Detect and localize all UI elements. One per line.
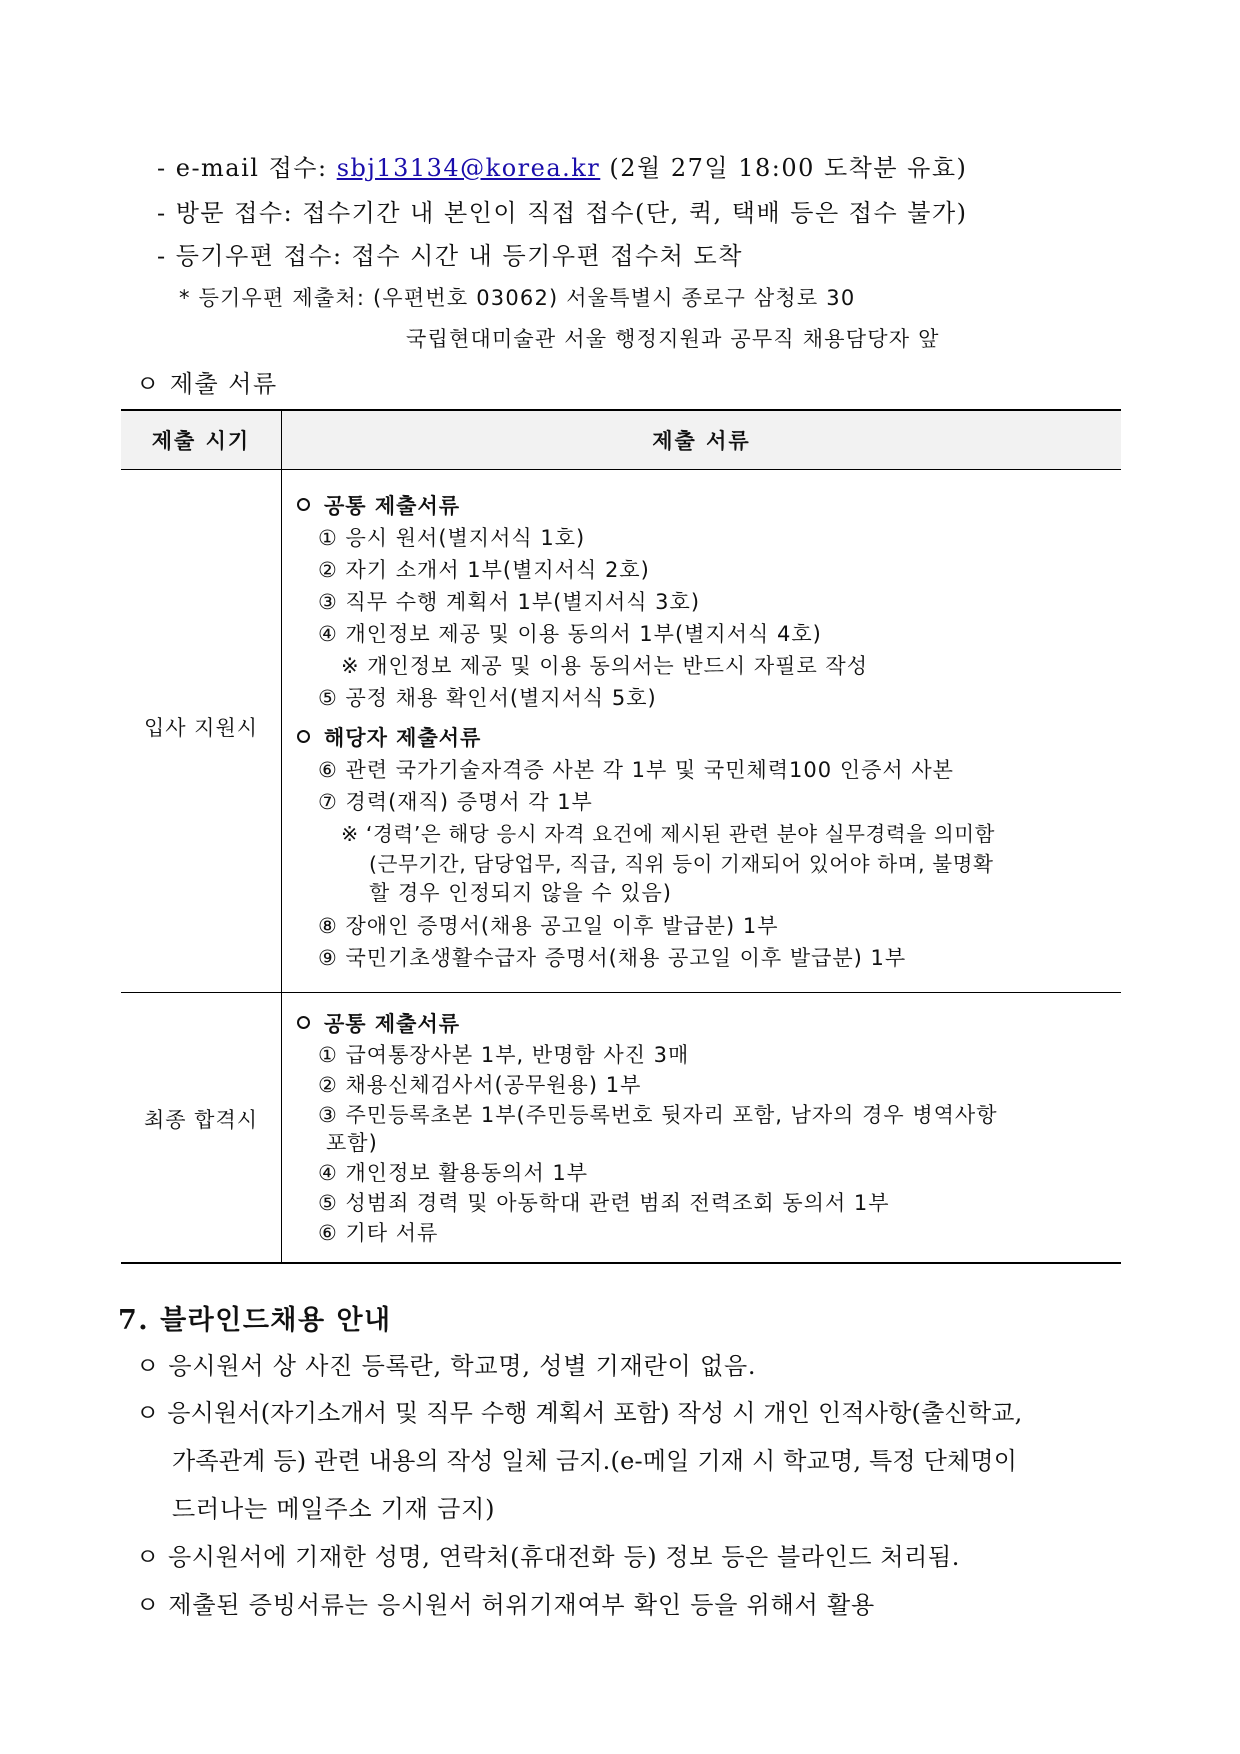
- row2-common-item-cont: 포함): [326, 1131, 378, 1155]
- email-link[interactable]: sbj13134@korea.kr: [336, 154, 601, 182]
- row2-common-title-text: 공통 제출서류: [324, 1012, 461, 1036]
- table-header-docs: 제출 서류: [652, 429, 751, 453]
- table-column-divider: [281, 411, 282, 1262]
- row1-extra-note: 할 경우 인정되지 않을 수 있음): [369, 881, 673, 905]
- row1-common-item: ③ 직무 수행 계획서 1부(별지서식 3호): [318, 590, 701, 614]
- bullet-circle-icon: [297, 1016, 310, 1029]
- row2-common-item: ⑥ 기타 서류: [318, 1221, 439, 1245]
- section7-item: ㅇ 응시원서(자기소개서 및 직무 수행 계획서 포함) 작성 시 개인 인적사항(출신학교,: [136, 1399, 1023, 1427]
- mail-submission-line: - 등기우편 접수: 접수 시간 내 등기우편 접수처 도착: [157, 242, 743, 270]
- docs-heading: ㅇ 제출 서류: [136, 370, 278, 398]
- row1-common-title: [297, 490, 460, 520]
- row2-common-item: ① 급여통장사본 1부, 반명함 사진 3매: [318, 1043, 690, 1067]
- row1-extra-note: (근무기간, 담당업무, 직급, 직위 등이 기재되어 있어야 하며, 불명확: [369, 852, 994, 876]
- row1-common-item: ④ 개인정보 제공 및 이용 동의서 1부(별지서식 4호): [318, 622, 822, 646]
- visit-submission-line: - 방문 접수: 접수기간 내 본인이 직접 접수(단, 퀵, 택배 등은 접수 불가): [157, 199, 968, 227]
- table-header-period: 제출 시기: [151, 429, 251, 453]
- row1-extra-item: ⑨ 국민기초생활수급자 증명서(채용 공고일 이후 발급분) 1부: [318, 946, 907, 970]
- mail-address-recipient: 국립현대미술관 서울 행정지원과 공무직 채용담당자 앞: [406, 327, 940, 351]
- row1-extra-title-text: 해당자 제출서류: [324, 726, 482, 750]
- row1-extra-item: ⑦ 경력(재직) 증명서 각 1부: [318, 790, 593, 814]
- row1-extra-item: ⑧ 장애인 증명서(채용 공고일 이후 발급분) 1부: [318, 914, 779, 938]
- row2-period: 최종 합격시: [143, 1108, 259, 1132]
- row1-common-title-text: 공통 제출서류: [324, 494, 461, 518]
- row2-common-item: ⑤ 성범죄 경력 및 아동학대 관련 범죄 전력조회 동의서 1부: [318, 1191, 890, 1215]
- table-header-divider: [121, 469, 1121, 470]
- email-submission-line: [157, 148, 967, 183]
- row2-common-item: ④ 개인정보 활용동의서 1부: [318, 1161, 589, 1185]
- table-top-border: [121, 409, 1121, 411]
- row1-period: 입사 지원시: [143, 716, 259, 740]
- email-prefix: - e-mail 접수:: [157, 154, 337, 182]
- row1-common-item: ⑤ 공정 채용 확인서(별지서식 5호): [318, 686, 657, 710]
- row1-extra-title: [297, 722, 481, 752]
- email-suffix: (2월 27일 18:00 도착분 유효): [600, 154, 968, 182]
- row1-common-note: ※ 개인정보 제공 및 이용 동의서는 반드시 자필로 작성: [341, 654, 869, 678]
- section7-item: ㅇ 제출된 증빙서류는 응시원서 허위기재여부 확인 등을 위해서 활용: [136, 1591, 875, 1619]
- row2-common-item: ③ 주민등록초본 1부(주민등록번호 뒷자리 포함, 남자의 경우 병역사항: [318, 1103, 998, 1127]
- bullet-circle-icon: [297, 498, 310, 511]
- table-bottom-border: [121, 1262, 1121, 1264]
- row1-extra-note: ※ ‘경력’은 해당 응시 자격 요건에 제시된 관련 분야 실무경력을 의미함: [341, 822, 996, 846]
- mail-address-note: * 등기우편 제출처: (우편번호 03062) 서울특별시 종로구 삼청로 30: [179, 286, 856, 310]
- row1-common-item: ② 자기 소개서 1부(별지서식 2호): [318, 558, 650, 582]
- row2-common-item: ② 채용신체검사서(공무원용) 1부: [318, 1073, 642, 1097]
- section7-item-cont: 드러나는 메일주소 기재 금지): [172, 1495, 496, 1523]
- section7-item-cont: 가족관계 등) 관련 내용의 작성 일체 금지.(e-메일 기재 시 학교명, 특정 단체명이: [172, 1447, 1018, 1475]
- bullet-circle-icon: [297, 730, 310, 743]
- row2-common-title: [297, 1008, 460, 1038]
- section7-item: ㅇ 응시원서에 기재한 성명, 연락처(휴대전화 등) 정보 등은 블라인드 처리됨.: [136, 1543, 960, 1571]
- section7-item: ㅇ 응시원서 상 사진 등록란, 학교명, 성별 기재란이 없음.: [136, 1352, 757, 1380]
- row1-common-item: ① 응시 원서(별지서식 1호): [318, 526, 586, 550]
- table-row-divider: [121, 992, 1121, 993]
- row1-extra-item: ⑥ 관련 국가기술자격증 사본 각 1부 및 국민체력100 인증서 사본: [318, 758, 954, 782]
- section7-title: 7. 블라인드채용 안내: [118, 1305, 392, 1336]
